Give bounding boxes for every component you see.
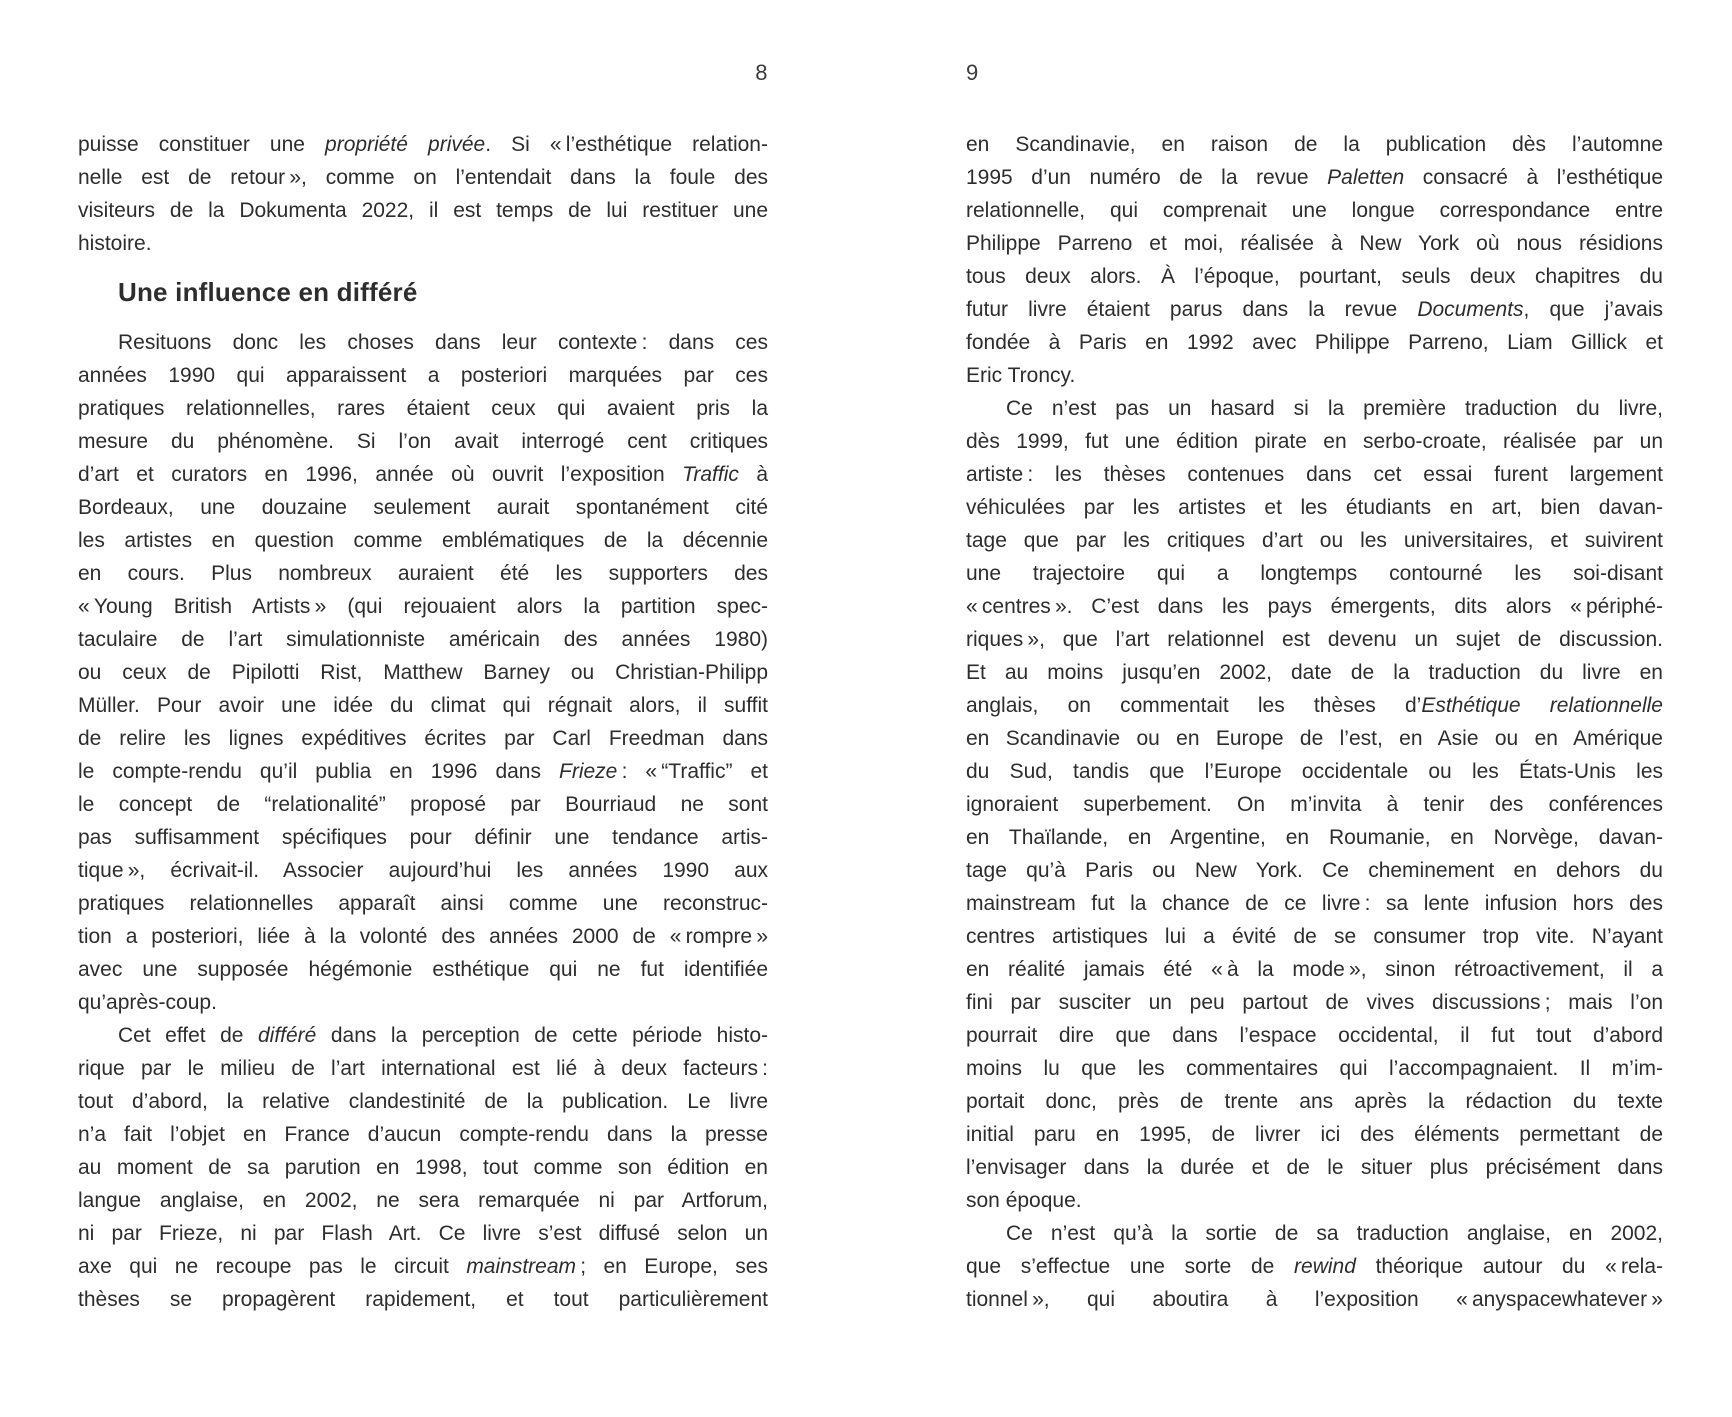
italic-text-run: Esthétique relationnelle (1421, 694, 1663, 717)
text-run: initial paru en 1995, de livrer ici des éléments permettant de (966, 1123, 1663, 1146)
text-line (78, 590, 768, 623)
text-line (966, 161, 1663, 194)
text-run: à (738, 463, 768, 486)
text-line (78, 656, 768, 689)
text-run: dans la perception de cette période histo- (316, 1024, 768, 1047)
text-line (966, 392, 1663, 425)
text-line (966, 1052, 1663, 1085)
text-run: visiteurs de la Dokumenta 2022, il est temps de lui restituer une (78, 199, 768, 222)
text-line (78, 491, 768, 524)
text-line (966, 1184, 1663, 1217)
text-run: Müller. Pour avoir une idée du climat qui régnait alors, il suffit (78, 694, 768, 717)
text-run: le concept de “relationalité” proposé par Bourriaud ne sont (78, 793, 768, 816)
text-run: consacré à l’esthétique (1404, 166, 1663, 189)
text-line (78, 1019, 768, 1052)
text-line (966, 953, 1663, 986)
text-run: qu’après-coup. (78, 991, 217, 1014)
text-run: futur livre étaient parus dans la revue (966, 298, 1418, 321)
text-run: en Scandinavie ou en Europe de l’est, en Asie ou en Amérique (966, 727, 1663, 750)
text-run: que s’effectue une sorte de (966, 1255, 1295, 1278)
italic-text-run: différé (257, 1024, 317, 1047)
text-line (78, 1250, 768, 1283)
text-line (78, 359, 768, 392)
text-run: une trajectoire qui a longtemps contourné les soi-disant (966, 562, 1663, 585)
text-run: de relire les lignes expéditives écrites par Carl Freedman dans (78, 727, 768, 750)
text-run: mainstream fut la chance de ce livre : sa lente infusion hors des (966, 892, 1663, 915)
text-line (78, 953, 768, 986)
text-line (966, 623, 1663, 656)
text-line (966, 293, 1663, 326)
text-run: le compte-rendu qu’il publia en 1996 dans (78, 760, 559, 783)
text-line (966, 1250, 1663, 1283)
text-line (78, 1085, 768, 1118)
text-run: riques », que l’art relationnel est devenu un sujet de discussion. (966, 628, 1663, 651)
text-line (966, 491, 1663, 524)
text-line (78, 1118, 768, 1151)
text-run: pas suffisamment spécifiques pour définir une tendance artis- (78, 826, 768, 849)
text-line (78, 425, 768, 458)
text-line (966, 458, 1663, 491)
paragraph (966, 128, 1663, 392)
text-run: centres artistiques lui a évité de se consumer trop vite. N’ayant (966, 925, 1663, 948)
text-run: : « “Traffic” et (617, 760, 768, 783)
text-line (966, 194, 1663, 227)
text-line (966, 1118, 1663, 1151)
italic-text-run: Documents (1417, 298, 1524, 321)
text-line (966, 425, 1663, 458)
text-line (78, 887, 768, 920)
text-run: théorique autour du « rela- (1355, 1255, 1663, 1278)
text-run: du Sud, tandis que l’Europe occidentale ou les États-Unis les (966, 760, 1663, 783)
text-line (966, 722, 1663, 755)
italic-text-run: Paletten (1327, 166, 1405, 189)
text-run: . Si « l’esthétique relation- (485, 133, 768, 156)
text-line (78, 1217, 768, 1250)
text-run: fini par susciter un peu partout de vives discussions ; mais l’on (966, 991, 1663, 1014)
text-run: Cet effet de (118, 1024, 258, 1047)
text-line (78, 458, 768, 491)
text-line (78, 227, 768, 260)
text-line (78, 1283, 768, 1316)
text-line (78, 1052, 768, 1085)
text-line (966, 1085, 1663, 1118)
text-run: Resituons donc les choses dans leur contexte : dans ces (118, 331, 768, 354)
text-line (78, 326, 768, 359)
italic-text-run: Traffic (682, 463, 739, 486)
paragraph (78, 326, 768, 1019)
text-line (966, 1217, 1663, 1250)
text-run: taculaire de l’art simulationniste américain des années 1980) (78, 628, 768, 651)
text-line (966, 1019, 1663, 1052)
text-run: Ce n’est pas un hasard si la première traduction du livre, (1006, 397, 1663, 420)
text-run: les artistes en question comme emblématiques de la décennie (78, 529, 768, 552)
text-run: langue anglaise, en 2002, ne sera remarquée ni par Artforum, (78, 1189, 768, 1212)
italic-text-run: mainstream (466, 1255, 577, 1278)
text-run: tout d’abord, la relative clandestinité de la publication. Le livre (78, 1090, 768, 1113)
text-line (966, 260, 1663, 293)
text-line (78, 689, 768, 722)
text-line (966, 227, 1663, 260)
text-line (78, 1151, 768, 1184)
text-run: dès 1999, fut une édition pirate en serbo-croate, réalisée par un (966, 430, 1663, 453)
text-run: rique par le milieu de l’art international est lié à deux facteurs : (78, 1057, 768, 1080)
text-run: véhiculées par les artistes et les étudiants en art, bien davan- (966, 496, 1663, 519)
page-left-text-column (78, 128, 768, 1316)
text-line (78, 920, 768, 953)
text-run: avec une supposée hégémonie esthétique qui ne fut identifiée (78, 958, 768, 981)
text-run: thèses se propagèrent rapidement, et tout particulièrement (78, 1288, 768, 1311)
text-line (966, 1283, 1663, 1316)
text-run: 1995 d’un numéro de la revue (966, 166, 1328, 189)
text-run: « Young British Artists » (qui rejouaient alors la partition spec- (78, 595, 768, 618)
text-line (966, 128, 1663, 161)
text-run: tique », écrivait-il. Associer aujourd’hui les années 1990 aux (78, 859, 768, 882)
text-run: axe qui ne recoupe pas le circuit (78, 1255, 467, 1278)
text-line (78, 524, 768, 557)
text-run: pratiques relationnelles apparaît ainsi comme une reconstruc- (78, 892, 768, 915)
text-run: pourrait dire que dans l’espace occidental, il fut tout d’abord (966, 1024, 1663, 1047)
text-run: son époque. (966, 1189, 1082, 1212)
text-run: Et au moins jusqu’en 2002, date de la traduction du livre en (966, 661, 1663, 684)
text-run: tion a posteriori, liée à la volonté des années 2000 de « rompre » (78, 925, 768, 948)
text-line (966, 524, 1663, 557)
paragraph (966, 1217, 1663, 1316)
text-run: puisse constituer une (78, 133, 326, 156)
text-run: au moment de sa parution en 1998, tout comme son édition en (78, 1156, 768, 1179)
italic-text-run: rewind (1294, 1255, 1356, 1278)
text-run: anglais, on commentait les thèses d’ (966, 694, 1422, 717)
text-run: , que j’avais (1523, 298, 1663, 321)
text-run: ; en Europe, ses (576, 1255, 768, 1278)
text-run: fondée à Paris en 1992 avec Philippe Parreno, Liam Gillick et (966, 331, 1663, 354)
italic-text-run: propriété privée (325, 133, 486, 156)
text-run: d’art et curators en 1996, année où ouvrit l’exposition (78, 463, 683, 486)
text-line (966, 821, 1663, 854)
text-line (78, 161, 768, 194)
text-line (78, 194, 768, 227)
text-line (78, 986, 768, 1019)
paragraph (78, 1019, 768, 1316)
text-line (78, 821, 768, 854)
section-heading: Une influence en différé (118, 277, 418, 307)
text-line (78, 557, 768, 590)
text-run: pratiques relationnelles, rares étaient ceux qui avaient pris la (78, 397, 768, 420)
text-line (966, 557, 1663, 590)
text-line (966, 920, 1663, 953)
paragraph (78, 128, 768, 260)
text-run: années 1990 qui apparaissent a posteriori marquées par ces (78, 364, 768, 387)
text-line (966, 359, 1663, 392)
text-run: l’envisager dans la durée et de le situer plus précisément dans (966, 1156, 1663, 1179)
text-run: ni par Frieze, ni par Flash Art. Ce livre s’est diffusé selon un (78, 1222, 768, 1245)
text-line (78, 1184, 768, 1217)
text-run: en cours. Plus nombreux auraient été les supporters des (78, 562, 768, 585)
text-run: n’a fait l’objet en France d’aucun compte-rendu dans la presse (78, 1123, 768, 1146)
text-line (966, 986, 1663, 1019)
text-run: tage que par les critiques d’art ou les universitaires, et suivirent (966, 529, 1663, 552)
text-run: ignoraient superbement. On m’invita à tenir des conférences (966, 793, 1663, 816)
text-run: moins lu que les commentaires qui l’accompagnaient. Il m’im- (966, 1057, 1663, 1080)
text-run: Bordeaux, une douzaine seulement aurait spontanément cité (78, 496, 768, 519)
text-run: artiste : les thèses contenues dans cet essai furent largement (966, 463, 1663, 486)
paragraph (966, 392, 1663, 1217)
page-number-right: 9 (966, 60, 979, 85)
text-run: mesure du phénomène. Si l’on avait interrogé cent critiques (78, 430, 768, 453)
text-line (78, 392, 768, 425)
text-line (966, 1151, 1663, 1184)
text-line (966, 656, 1663, 689)
text-run: tage qu’à Paris ou New York. Ce cheminement en dehors du (966, 859, 1663, 882)
text-line (78, 722, 768, 755)
text-run: en Scandinavie, en raison de la publication dès l’automne (966, 133, 1663, 156)
text-run: portait donc, près de trente ans après la rédaction du texte (966, 1090, 1663, 1113)
text-run: nelle est de retour », comme on l’entendait dans la foule des (78, 166, 768, 189)
text-line (966, 887, 1663, 920)
text-line (966, 854, 1663, 887)
text-line (78, 854, 768, 887)
italic-text-run: Frieze (559, 760, 618, 783)
text-line (966, 788, 1663, 821)
text-line (966, 689, 1663, 722)
text-run: « centres ». C’est dans les pays émergents, dits alors « périphé- (966, 595, 1663, 618)
page-number-left: 8 (755, 60, 768, 85)
text-line (78, 788, 768, 821)
text-run: Philippe Parreno et moi, réalisée à New York où nous résidions (966, 232, 1663, 255)
text-run: Eric Troncy. (966, 364, 1076, 387)
text-run: histoire. (78, 232, 152, 255)
text-run: Ce n’est qu’à la sortie de sa traduction anglaise, en 2002, (1006, 1222, 1663, 1245)
text-run: en Thaïlande, en Argentine, en Roumanie, en Norvège, davan- (966, 826, 1663, 849)
text-line (966, 755, 1663, 788)
text-run: ou ceux de Pipilotti Rist, Matthew Barney ou Christian-Philipp (78, 661, 768, 684)
text-run: tous deux alors. À l’époque, pourtant, seuls deux chapitres du (966, 265, 1663, 288)
text-run: en réalité jamais été « à la mode », sinon rétroactivement, il a (966, 958, 1663, 981)
text-line (78, 128, 768, 161)
text-run: relationnelle, qui comprenait une longue correspondance entre (966, 199, 1663, 222)
text-line (78, 755, 768, 788)
page-right-text-column (966, 128, 1663, 1316)
text-run: tionnel », qui aboutira à l’exposition « anyspacewhatever » (966, 1288, 1663, 1311)
text-line (966, 326, 1663, 359)
text-line (966, 590, 1663, 623)
text-line (78, 623, 768, 656)
